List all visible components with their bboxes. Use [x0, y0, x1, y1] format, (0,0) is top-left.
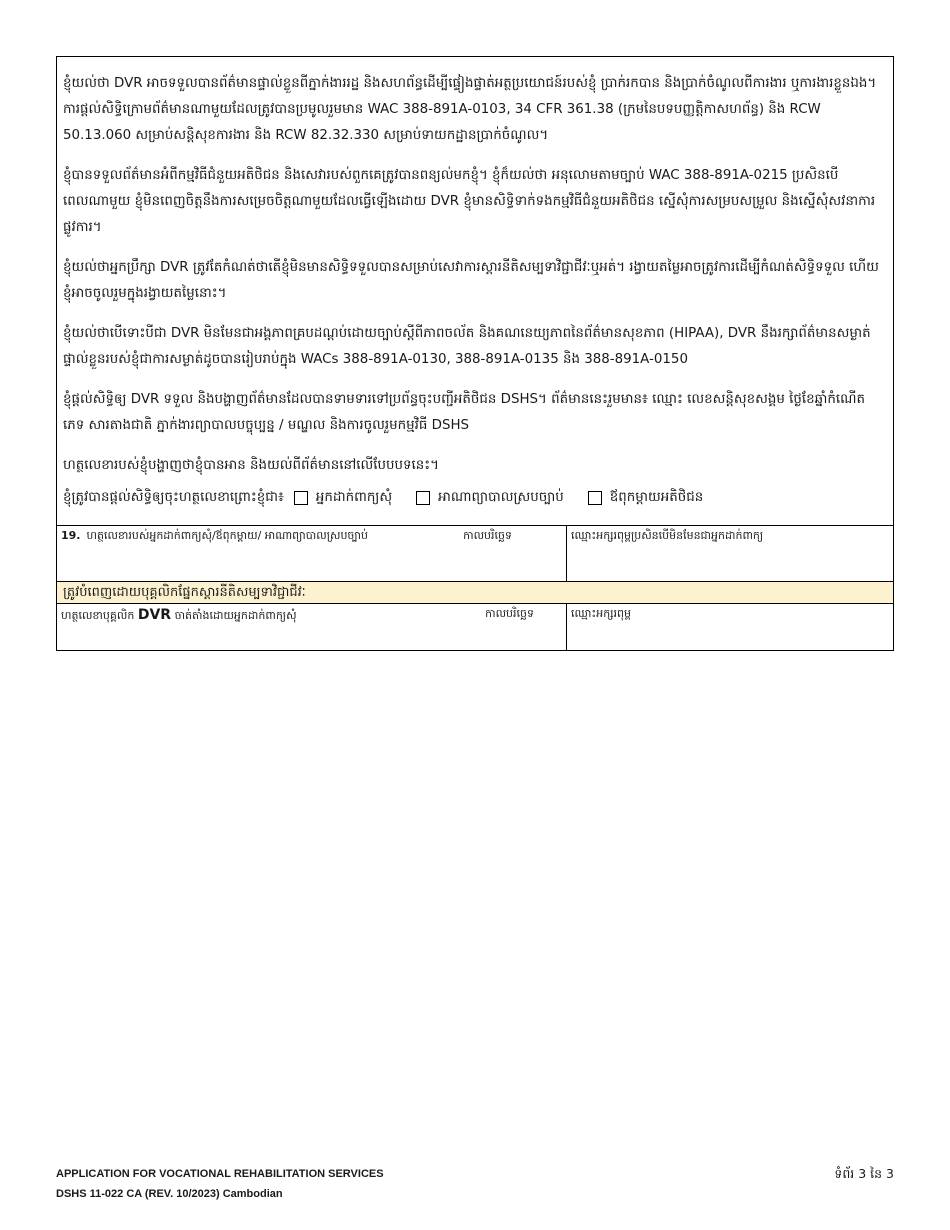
staff-dvr-label: DVR: [137, 607, 172, 623]
legal-guardian-label: អាណាព្យាបាលស្របច្បាប់: [438, 490, 564, 505]
acknowledge-statement: ហត្ថលេខារបស់ខ្ញុំបង្ហាញថាខ្ញុំបានអាន និងយល់ពីព័ត៌មាននៅលើបែបបទនេះ។: [63, 458, 439, 473]
form-title: APPLICATION FOR VOCATIONAL REHABILITATION SERVICES: [56, 1168, 384, 1180]
applicant-label: អ្នកដាក់ពាក្យសុំ: [315, 490, 393, 505]
parent-label: ឪពុកម្តាយអតិថិជន: [609, 490, 704, 505]
staff-printed-name-label: ឈ្មោះអក្សរពុម្ព: [571, 607, 631, 620]
staff-printed-name-field[interactable]: [567, 604, 893, 650]
legal-guardian-checkbox[interactable]: [416, 491, 430, 505]
staff-signature-prefix: ហត្ថលេខាបុគ្គលិក: [61, 609, 135, 622]
row-number: 19.: [61, 529, 81, 542]
staff-signature-field[interactable]: [57, 604, 567, 650]
applicant-checkbox[interactable]: [294, 491, 308, 505]
applicant-signature-label: ហត្ថលេខារបស់អ្នកដាក់ពាក្យសុំ/ឪពុកម្តាយ/ អាណាព្យាបាលស្របច្បាប់: [86, 529, 369, 542]
signature-row-19: [57, 525, 893, 581]
footer: [56, 1168, 384, 1200]
paragraph-income-verification: ខ្ញុំយល់ថា DVR អាចទទួលបានព័ត៌មានផ្ទាល់ខ្លួនពីភ្នាក់ងាររដ្ឋ និងសហព័ន្ធដើម្បីផ្ទៀងផ្ទាត់អត្ថប្រយោជន៍របស់ខ្ញុំ ប្រាក់រកបាន និងប្រាក់ចំណូលពីការងារ ឬការងារខ្លួនឯង។ ការផ្តល់សិទ្ធិក្រោមព័ត៌មានណាមួយដែលត្រូវបានប្រមូលរួមមាន WAC 388-891A-0103, 34 CFR 361.38 (ក្រមនៃបទបញ្ញត្តិកាសហព័ន្ធ) និង RCW 50.13.060 សម្រាប់សន្តិសុខការងារ និង RCW 82.32.330 សម្រាប់ទាយកដ្ឋានប្រាក់ចំណូល។: [63, 76, 877, 143]
parent-checkbox[interactable]: [588, 491, 602, 505]
option-parent[interactable]: [584, 485, 704, 511]
consent-text: [57, 57, 893, 525]
page-number: ទំព័រ 3 នៃ 3: [834, 1166, 894, 1181]
staff-date-label: កាលបរិច្ឆេទ: [485, 607, 534, 620]
authorization-line: [63, 485, 881, 511]
authorization-lead: ខ្ញុំត្រូវបានផ្តល់សិទ្ធិឲ្យចុះហត្ថលេខាព្រោះខ្ញុំជា៖: [63, 490, 284, 505]
option-legal-guardian[interactable]: [412, 485, 564, 511]
staff-signature-suffix: ចាត់តាំងដោយអ្នកដាក់ពាក្យសុំ: [174, 609, 297, 622]
paragraph-hipaa: ខ្ញុំយល់ថាបើទោះបីជា DVR មិនមែនជាអង្គភាពគ្របដណ្តប់ដោយច្បាប់ស្តីពីភាពចល័ត និងគណនេយ្យភាពនៃព័ត៌មានសុខភាព (HIPAA), DVR នឹងរក្សាព័ត៌មានសម្ងាត់ផ្ទាល់ខ្លួនរបស់ខ្ញុំជាការសម្ងាត់ដូចបានរៀបរាប់ក្នុង WACs 388-891A-0130, 388-891A-0135 និង 388-891A-0150: [63, 326, 871, 367]
staff-signature-row: [57, 603, 893, 650]
applicant-signature-field[interactable]: [57, 526, 567, 581]
form-number: DSHS 11-022 CA (REV. 10/2023) Cambodian: [56, 1188, 283, 1200]
printed-name-label: ឈ្មោះអក្សរពុម្ពប្រសិនបើមិនមែនជាអ្នកដាក់ពាក្យ: [571, 529, 764, 542]
printed-name-field[interactable]: [567, 526, 893, 581]
paragraph-client-registry: ខ្ញុំផ្តល់សិទ្ធិឲ្យ DVR ទទួល និងបង្ហាញព័ត៌មានដែលបានទាមទារទៅប្រព័ន្ធចុះបញ្ជីអតិថិជន DSHS។ ព័ត៌មាននេះរួមមាន៖ ឈ្មោះ លេខសន្តិសុខសង្គម ថ្ងៃខែឆ្នាំកំណើត ភេទ សារតាងជាតិ ភ្នាក់ងារព្យាបាលបច្ចុប្បន្ន / មណ្ឌល និងការចូលរួមកម្មវិធី DSHS: [63, 392, 865, 433]
paragraph-client-assistance: ខ្ញុំបានទទួលព័ត៌មានអំពីកម្មវិធីជំនួយអតិថិជន និងសេវារបស់ពួកគេត្រូវបានពន្យល់មកខ្ញុំ។ ខ្ញុំក៏យល់ថា អនុលោមតាមច្បាប់ WAC 388-891A-0215 ប្រសិនបើពេលណាមួយ ខ្ញុំមិនពេញចិត្តនឹងការសម្រេចចិត្តណាមួយដែលធ្វើឡើងដោយ DVR ខ្ញុំមានសិទ្ធិទាក់ទងកម្មវិធីជំនួយអតិថិជន ស្នើសុំការសម្របសម្រួល និងស្នើសុំសវនាការផ្លូវការ។: [63, 168, 876, 235]
applicant-date-label: កាលបរិច្ឆេទ: [463, 529, 512, 542]
consent-form-frame: [56, 56, 894, 651]
option-applicant[interactable]: [290, 485, 392, 511]
staff-section-header: ត្រូវបំពេញដោយបុគ្គលិកផ្នែកស្តារនីតិសម្បទាវិជ្ជាជីវៈ: [57, 581, 893, 603]
paragraph-eligibility: ខ្ញុំយល់ថាអ្នកប្រឹក្សា DVR ត្រូវតែកំណត់ថាតើខ្ញុំមិនមានសិទ្ធិទទួលបានសម្រាប់សេវាការស្តារនីតិសម្បទាវិជ្ជាជីវៈឬអត់។ រង្វាយតម្លៃអាចត្រូវការដើម្បីកំណត់សិទ្ធិទទួល ហើយខ្ញុំអាចចូលរួមក្នុងរង្វាយតម្លៃនោះ។: [63, 260, 879, 301]
